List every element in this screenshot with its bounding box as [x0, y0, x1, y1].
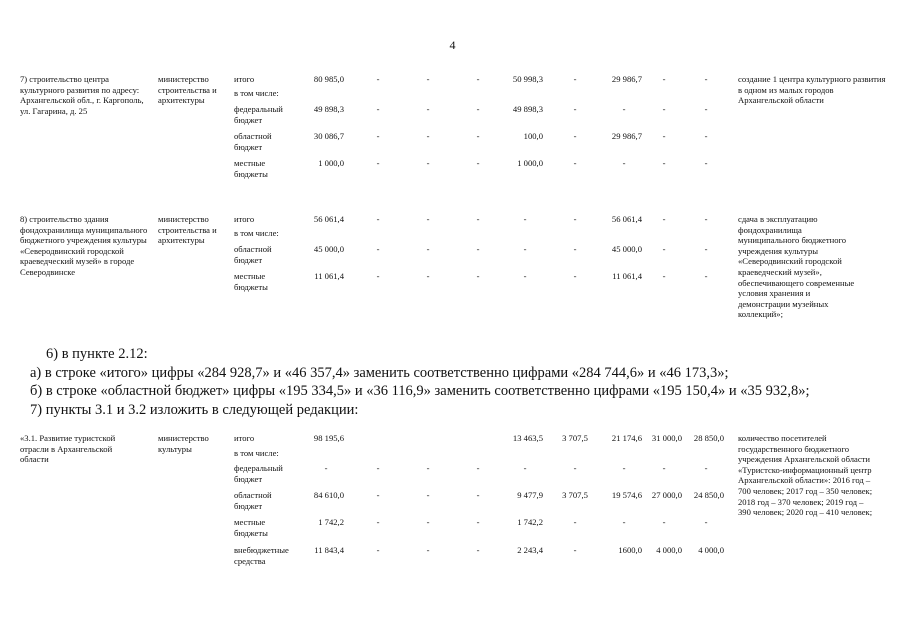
row-label: внебюджетные средства: [234, 545, 289, 566]
table-cell: 3 707,5: [562, 433, 588, 443]
table-cell: -: [662, 74, 666, 84]
table-cell: -: [704, 244, 708, 254]
table-cell: 2 243,4: [517, 545, 543, 555]
table-cell: -: [523, 271, 527, 281]
row-label: областной бюджет: [234, 490, 272, 511]
table-cell: -: [573, 214, 577, 224]
table-cell: -: [704, 214, 708, 224]
table-cell: -: [476, 74, 480, 84]
table-cell: 11 061,4: [314, 271, 344, 281]
amendment-instructions: [30, 345, 890, 419]
block7-description: 7) строительство центра культурного развития по адресу: Архангельской обл., г. Каргополь, ул. Гагарина, д. 25: [20, 74, 144, 116]
block7-executor: министерство строительства и архитектуры: [158, 74, 217, 106]
table-cell: -: [523, 463, 527, 473]
table-cell: -: [324, 463, 328, 473]
block8-description: 8) строительство здания фондохранилища муниципального бюджетного учреждения культуры «Северодвинский городской краеведческий музей» в городе Северодвинске: [20, 214, 148, 277]
table-cell: -: [662, 244, 666, 254]
table-cell: -: [376, 131, 380, 141]
table-cell: -: [376, 74, 380, 84]
table-cell: -: [426, 244, 430, 254]
table-cell: 28 850,0: [693, 433, 724, 443]
block8-result: сдача в эксплуатацию фондохранилища муниципального бюджетного учреждения культуры «Северодвинский городской краеведческий музей», обеспечивающего современные условия хранения и демонстрации музейных коллекций»;: [738, 214, 855, 320]
table-cell: -: [622, 158, 626, 168]
block7-result: создание 1 центра культурного развития в одном из малых городов Архангельской области: [738, 74, 886, 106]
block31-description: «3.1. Развитие туристской отрасли в Архангельской области: [20, 433, 116, 465]
table-cell: 19 574,6: [611, 490, 642, 500]
table-cell: -: [622, 517, 626, 527]
table-cell: -: [376, 517, 380, 527]
table-cell: 1600,0: [618, 545, 642, 555]
table-cell: 1 742,2: [318, 517, 344, 527]
table-cell: -: [476, 271, 480, 281]
page-number: 4: [449, 38, 456, 52]
table-cell: 49 898,3: [512, 104, 543, 114]
table-cell: 13 463,5: [512, 433, 543, 443]
table-cell: -: [426, 74, 430, 84]
table-cell: -: [426, 490, 430, 500]
table-cell: -: [476, 545, 480, 555]
table-cell: 50 998,3: [512, 74, 543, 84]
table-cell: 45 000,0: [611, 244, 642, 254]
row-label: местные бюджеты: [234, 271, 268, 292]
table-cell: -: [476, 214, 480, 224]
table-cell: -: [704, 74, 708, 84]
table-cell: -: [426, 104, 430, 114]
table-cell: -: [476, 131, 480, 141]
row-label: итого: [234, 433, 255, 443]
table-cell: 29 986,7: [611, 74, 642, 84]
table-cell: 11 061,4: [612, 271, 642, 281]
table-cell: 56 061,4: [313, 214, 344, 224]
table-cell: 11 843,4: [314, 545, 344, 555]
table-cell: -: [573, 158, 577, 168]
table-cell: 80 985,0: [313, 74, 344, 84]
row-label: итого: [234, 74, 255, 84]
table-cell: -: [573, 244, 577, 254]
table-cell: -: [622, 104, 626, 114]
row-label: областной бюджет: [234, 131, 272, 152]
table-cell: -: [704, 463, 708, 473]
instruction-line: а) в строке «итого» цифры «284 928,7» и «46 357,4» заменить соответственно цифрами «284 744,6» и «46 173,3»;: [30, 364, 729, 381]
table-cell: -: [573, 271, 577, 281]
row-label: местные бюджеты: [234, 158, 268, 179]
table-cell: -: [426, 131, 430, 141]
table-cell: -: [662, 131, 666, 141]
table-cell: 49 898,3: [313, 104, 344, 114]
table-cell: -: [426, 158, 430, 168]
table-cell: -: [476, 104, 480, 114]
table-cell: 4 000,0: [656, 545, 682, 555]
table-cell: -: [376, 244, 380, 254]
table-cell: 27 000,0: [651, 490, 682, 500]
row-label: федеральный бюджет: [234, 463, 283, 484]
table-cell: 3 707,5: [562, 490, 588, 500]
table-cell: 98 195,6: [313, 433, 344, 443]
table-cell: -: [704, 158, 708, 168]
instruction-line: б) в строке «областной бюджет» цифры «195 334,5» и «36 116,9» заменить соответственно цифрами «195 150,4» и «35 932,8»;: [30, 383, 810, 399]
instruction-line: 7) пункты 3.1 и 3.2 изложить в следующей редакции:: [30, 401, 359, 418]
instruction-line: 6) в пункте 2.12:: [46, 346, 148, 362]
row-label: областной бюджет: [234, 244, 272, 265]
table-cell: -: [426, 214, 430, 224]
table-cell: -: [426, 545, 430, 555]
table-cell: -: [426, 271, 430, 281]
table-cell: -: [704, 104, 708, 114]
row-label: местные бюджеты: [234, 517, 268, 538]
row-label: федеральный бюджет: [234, 104, 283, 125]
row-label: в том числе:: [234, 88, 279, 98]
table-cell: -: [662, 214, 666, 224]
block8-executor: министерство строительства и архитектуры: [158, 214, 217, 246]
table-cell: -: [622, 463, 626, 473]
table-cell: -: [426, 463, 430, 473]
table-cell: 4 000,0: [698, 545, 724, 555]
table-cell: -: [573, 131, 577, 141]
table-cell: -: [376, 158, 380, 168]
table-cell: 9 477,9: [517, 490, 543, 500]
table-cell: -: [376, 271, 380, 281]
table-cell: -: [476, 158, 480, 168]
table-cell: -: [376, 490, 380, 500]
table-cell: 24 850,0: [693, 490, 724, 500]
table-cell: 21 174,6: [611, 433, 642, 443]
table-cell: 29 986,7: [611, 131, 642, 141]
table-cell: -: [662, 517, 666, 527]
table-cell: 45 000,0: [313, 244, 344, 254]
table-cell: -: [476, 463, 480, 473]
table-cell: -: [426, 517, 430, 527]
table-cell: -: [476, 517, 480, 527]
table-cell: 84 610,0: [313, 490, 344, 500]
table-cell: -: [662, 271, 666, 281]
table-cell: -: [376, 104, 380, 114]
table-cell: -: [573, 463, 577, 473]
table-cell: -: [662, 463, 666, 473]
table-cell: -: [704, 517, 708, 527]
table-cell: 1 742,2: [517, 517, 543, 527]
row-label: в том числе:: [234, 228, 279, 238]
table-cell: -: [476, 244, 480, 254]
table-cell: -: [662, 158, 666, 168]
block31-executor: министерство культуры: [158, 433, 209, 454]
table-cell: -: [376, 463, 380, 473]
table-cell: 56 061,4: [611, 214, 642, 224]
table-cell: 100,0: [523, 131, 543, 141]
table-cell: -: [523, 244, 527, 254]
block31-result: количество посетителей государственного бюджетного учреждения Архангельской области «Туристско-информационный центр Архангельской области»: 2016 год – 700 человек; 2017 год – 350 человек; 2018 год – 370 человек; 2019 год – 390 человек; 2020 год – 410 человек;: [738, 433, 873, 518]
table-cell: 31 000,0: [651, 433, 682, 443]
row-label: итого: [234, 214, 255, 224]
table-cell: -: [704, 271, 708, 281]
table-cell: -: [376, 214, 380, 224]
table-cell: -: [662, 104, 666, 114]
table-cell: -: [523, 214, 527, 224]
table-cell: -: [704, 131, 708, 141]
table-cell: 1 000,0: [517, 158, 543, 168]
table-cell: -: [376, 545, 380, 555]
table-cell: -: [573, 74, 577, 84]
row-label: в том числе:: [234, 448, 279, 458]
table-cell: -: [476, 490, 480, 500]
table-cell: -: [573, 517, 577, 527]
table-cell: 1 000,0: [318, 158, 344, 168]
table-cell: -: [573, 104, 577, 114]
table-cell: -: [573, 545, 577, 555]
table-cell: 30 086,7: [313, 131, 344, 141]
